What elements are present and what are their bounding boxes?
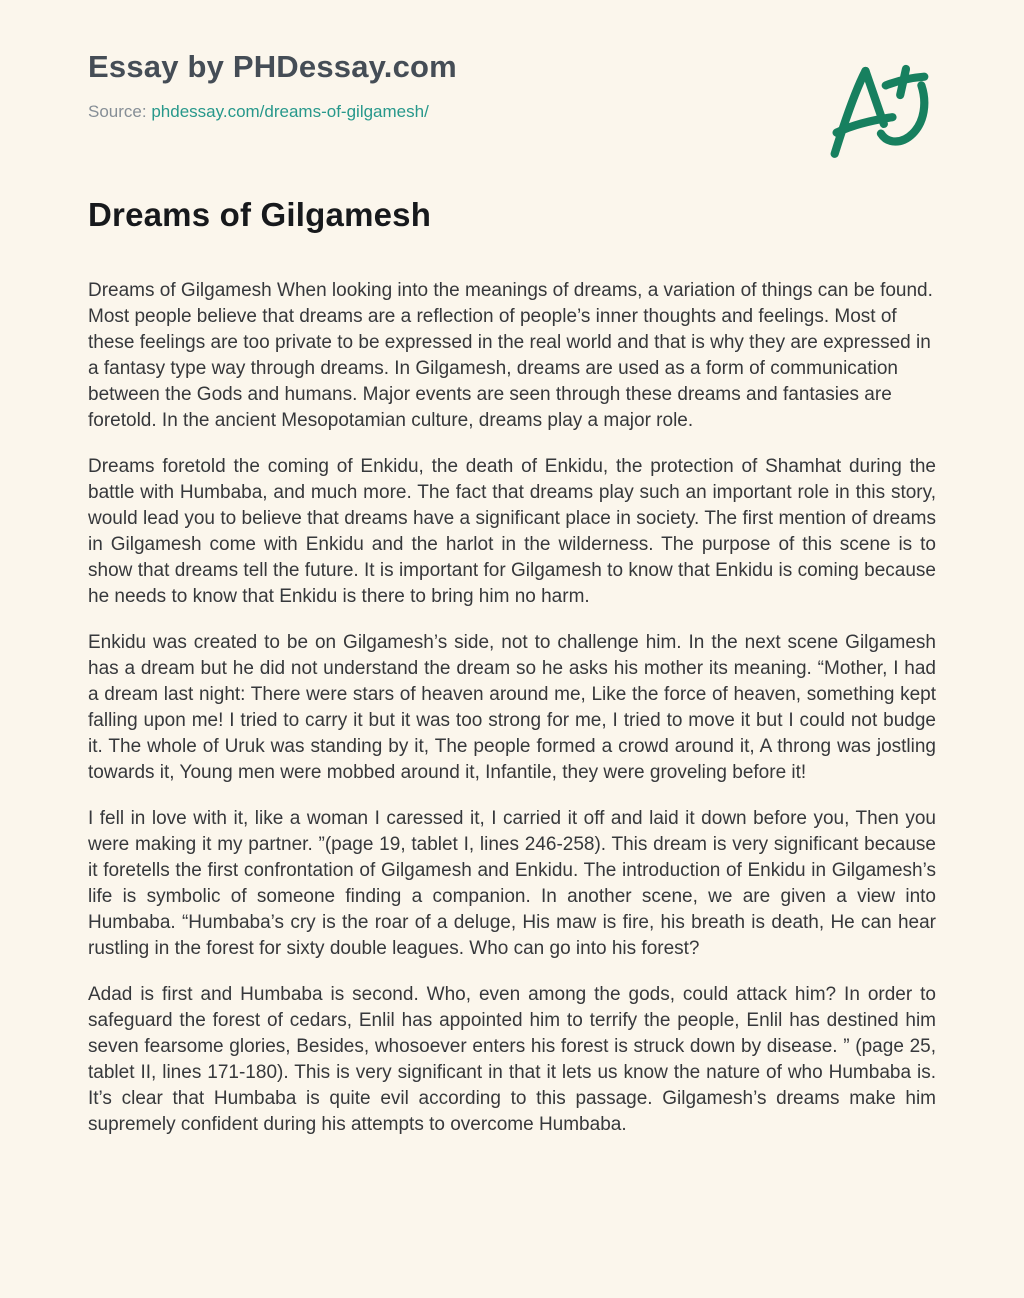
essay-paragraph: Adad is first and Humbaba is second. Who, even among the gods, could attack him? In order to safeguard the forest of cedars, Enlil has appointed him to terrify the people, Enlil has destined him seven fearsome glories, Besides, whosoever enters his forest is struck down by disease. ” (page 25, tablet II, lines 171-180). This is very significant in that it lets us know the nature of who Humbaba is. It’s clear that Humbaba is quite evil according to this passage. Gilgamesh’s dreams make him supremely confident during his attempts to overcome Humbaba. (88, 984, 936, 1135)
source-label: Source: (88, 102, 147, 121)
essay-paragraph: I fell in love with it, like a woman I caressed it, I carried it off and laid it down before you, Then you were making it my partner. ”(page 19, tablet I, lines 246-258). This dream is very significant because it foretells the first confrontation of Gilgamesh and Enkidu. The introduction of Enkidu in Gilgamesh’s life is symbolic of someone finding a companion. In another scene, we are given a view into Humbaba. “Humbaba’s cry is the roar of a deluge, His maw is fire, his breath is death, He can hear rustling in the forest for sixty double leagues. Who can go into his forest? (88, 808, 936, 959)
essay-paragraph: Enkidu was created to be on Gilgamesh’s side, not to challenge him. In the next scene Gilgamesh has a dream but he did not understand the dream so he asks his mother its meaning. “Mother, I had a dream last night: There were stars of heaven around me, Like the force of heaven, something kept falling upon me! I tried to carry it but it was too strong for me, I tried to move it but I could not budge it. The whole of Uruk was standing by it, The people formed a crowd around it, A throng was jostling towards it, Young men were mobbed around it, Infantile, they were groveling before it! (88, 632, 936, 783)
source-line (88, 102, 936, 122)
essay-paragraph: Dreams of Gilgamesh When looking into the meanings of dreams, a variation of things can be found. Most people believe that dreams are a reflection of people’s inner thoughts and feelings. Most of these feelings are too private to be expressed in the real world and that is why they are expressed in a fantasy type way through dreams. In Gilgamesh, dreams are used as a form of communication between the Gods and humans. Major events are seen through these dreams and fantasies are foretold. In the ancient Mesopotamian culture, dreams play a major role. (88, 280, 933, 431)
essay-paragraph: Dreams foretold the coming of Enkidu, the death of Enkidu, the protection of Shamhat during the battle with Humbaba, and much more. The fact that dreams play such an important role in this story, would lead you to believe that dreams have a significant place in society. The first mention of dreams in Gilgamesh come with Enkidu and the harlot in the wilderness. The purpose of this scene is to show that dreams tell the future. It is important for Gilgamesh to know that Enkidu is coming because he needs to know that Enkidu is there to bring him no harm. (88, 456, 936, 607)
essay-body (88, 278, 936, 1138)
a-plus-logo-icon (826, 58, 932, 160)
essay-title: Dreams of Gilgamesh (88, 196, 432, 233)
header-title: Essay by PHDessay.com (88, 49, 457, 84)
source-link[interactable]: phdessay.com/dreams-of-gilgamesh/ (151, 102, 429, 121)
